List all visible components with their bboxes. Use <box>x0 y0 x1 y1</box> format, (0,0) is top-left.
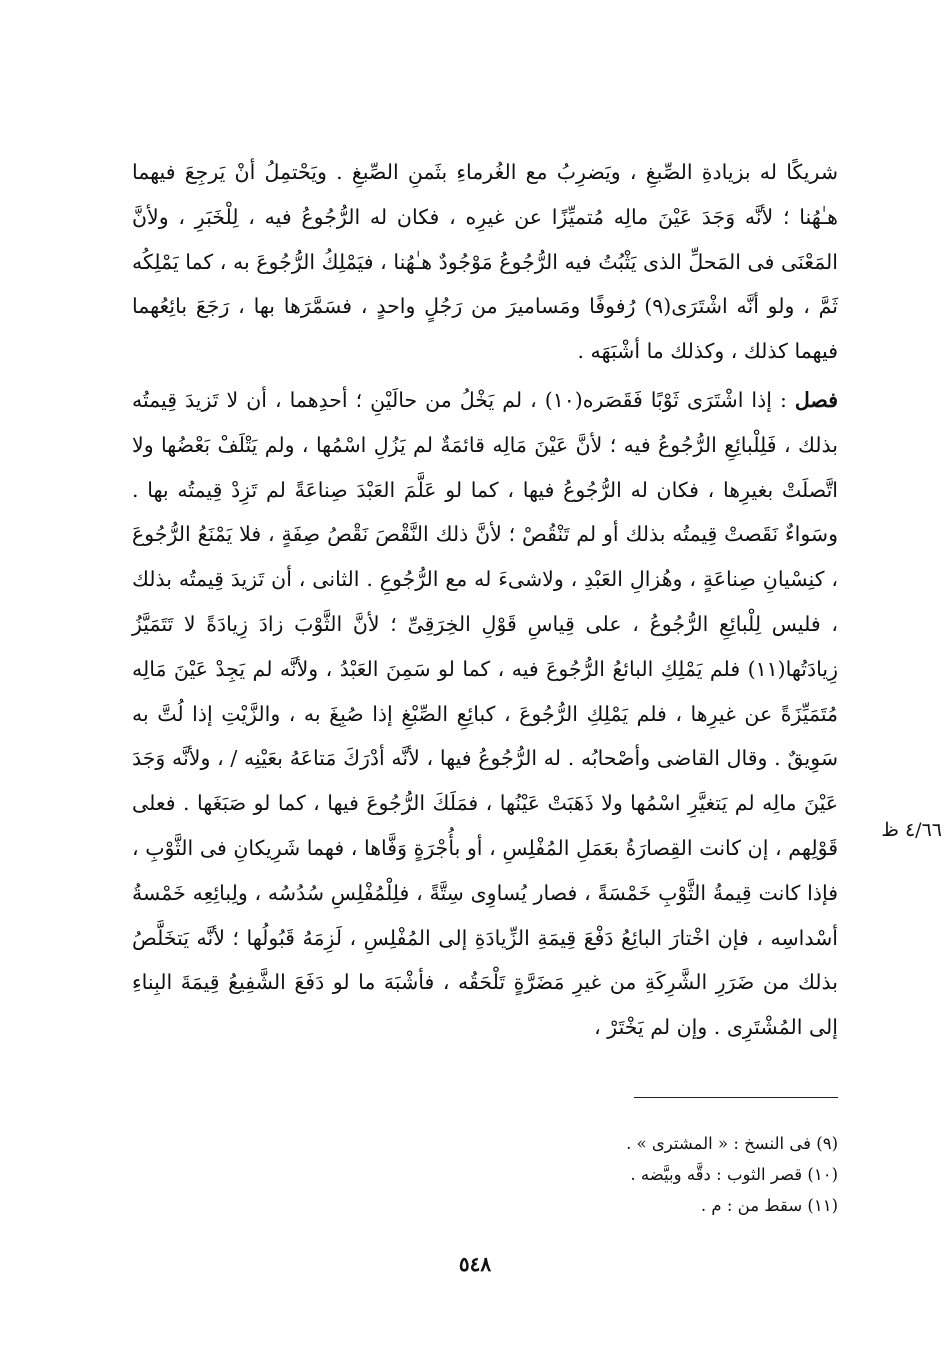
footnote-11: (١١) سقط من : م . <box>700 1196 838 1215</box>
footnote-10: (١٠) قصر الثوب : دقَّه وبيَّضه . <box>630 1165 838 1184</box>
footnote-separator-rule <box>634 1097 838 1098</box>
paragraph-2 <box>132 378 838 1050</box>
section-label-fasl: فصل <box>794 387 838 412</box>
main-text-body <box>132 150 838 1050</box>
paragraph-2-text: : إذا اشْتَرَى ثَوْبًا فَقَصَره(١٠) ، لم يَخْلُ من حالَيْنِ ؛ أحدِهما ، أن لا تَزيدَ قِيمتُه بذلك ، فَلِلْبائِعِ الرُّجُوعُ فيه ؛ لأنَّ عَيْنَ مَالِه قائمَةٌ لم يَزُلِ اسْمُها ، ولم يَتْلَفْ بَعْضُها ولا اتَّصلَتْ بغيرِها ، فكان له الرُّجُوعُ فيها ، كما لو عَلَّمَ العَبْدَ صِناعَةً لم تَزِدْ قِيمتُه بها . وسَواءٌ نَقَصتْ قِيمتُه بذلك أو لم تَنْقُصْ ؛ لأنَّ ذلك النَّقْصَ نَقْصُ صِفَةٍ ، فلا يَمْنَعُ الرُّجُوعَ ، كنِسْيانِ صِناعَةٍ ، وهُزالِ العَبْدِ ، ولاشىءَ له مع الرُّجُوعِ . الثانى ، أن تَزيدَ قِيمتُه بذلك ، فليس لِلْبائِعِ الرُّجُوعُ ، على قِياسِ قَوْلِ الخِرَقِىِّ ؛ لأنَّ الثَّوْبَ زادَ زِيادَةً لا تَتَمَيَّزُ زِيادَتُها(١١) فلم يَمْلِكِ البائعُ الرُّجُوعَ فيه ، كما لو سَمِنَ العَبْدُ ، ولأنَّه لم يَجِدْ عَيْنَ مَالِه مُتَمَيِّزَةً عن غيرِها ، فلم يَمْلِكِ الرُّجُوعَ ، كبائِعِ الصِّبْغِ إذا صُبِغَ به ، والزَّيْتِ إذا لُتَّ به سَوِيقٌ . وقال القاضى وأصْحابُه . له الرُّجُوعُ فيها ، لأنَّه أدْرَكَ مَتاعَهُ بعَيْنِه / ، ولأنَّه وَجَدَ عَيْنَ مالِه لم يَتغيَّرِ اسْمُها ولا ذَهَبَتْ عَيْنُها ، فمَلَكَ الرُّجُوعَ فيها ، كما لو صَبَغَها . فعلى قَوْلِهم ، إن كانت القِصارَةُ بعَمَلِ المُفْلِسِ ، أو بأُجْرَةٍ وَفَّاها ، فهما شَرِيكانِ فى الثَّوْبِ ، فإذا كانت قِيمةُ الثَّوْبِ خَمْسَةً ، فصار يُساوِى سِتَّةً ، فلِلْمُفْلِسِ سُدُسُه ، ولِبائِعِه خَمْسةُ أسْداسِه ، فإن اخْتارَ البائِعُ دَفْعَ قِيمَةِ الزِّيادَةِ إلى المُفْلِسِ ، لَزِمَهُ قَبُولُها ؛ لأنَّه يَتخَلَّصُ بذلك من ضَرَرِ الشَّرِكَةِ من غيرِ مَضَرَّةٍ تَلْحَقُه ، فأشْبَهَ ما لو دَفَعَ الشَّفِيعُ قِيمَةَ البِناءِ إلى المُشْتَرِى . وإن لم يَخْتَرْ ، <box>132 387 838 1040</box>
margin-folio-note: ٤/٦٦ ظ <box>881 819 942 841</box>
footnotes <box>432 1128 838 1221</box>
footnote-9: (٩) فى النسخ : « المشترى » . <box>626 1134 838 1153</box>
paragraph-1: شريكًا له بزيادةِ الصِّبغِ ، ويَضرِبُ مع الغُرماءِ بثَمنِ الصِّبغِ . ويَحْتمِلُ أنْ يَرجِعَ فيهما هـٰهُنا ؛ لأنَّه وَجَدَ عَيْنَ مالِه مُتميِّزًا عن غيرِه ، فكان له الرُّجُوعُ فيه ، لِلْخَبَرِ ، ولأنَّ المَعْنَى فى المَحلِّ الذى يَثْبُتُ فيه الرُّجُوعُ مَوْجُودٌ هـٰهُنا ، فيَمْلِكُ الرُّجُوعَ به ، كما يَمْلِكُه ثَمَّ ، ولو أنَّه اشْتَرَى(٩) رُفوفًا ومَساميرَ من رَجُلٍ واحدٍ ، فسَمَّرَها بها ، رَجَعَ بائِعُهما فيهما كذلك ، وكذلك ما أشْبَهَه . <box>132 160 838 364</box>
page-number: ٥٤٨ <box>458 1252 492 1276</box>
